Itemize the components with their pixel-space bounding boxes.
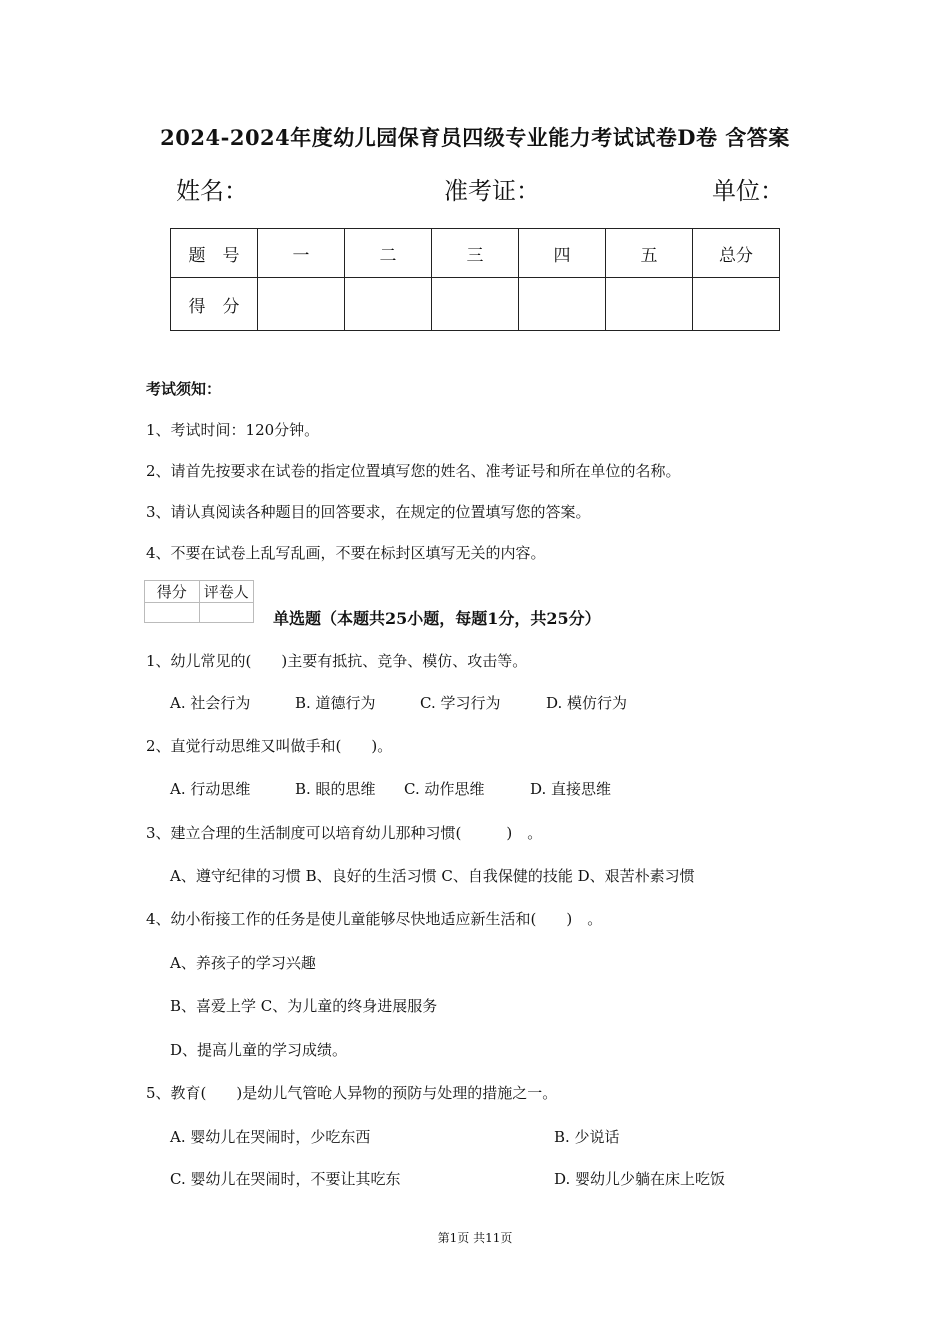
- score-table-cell: 题 号: [171, 229, 258, 278]
- notice-heading: 考试须知：: [146, 380, 222, 398]
- question-option[interactable]: B. 眼的思维: [295, 780, 376, 798]
- notice-item: 2、请首先按要求在试卷的指定位置填写您的姓名、准考证号和所在单位的名称。: [146, 462, 681, 480]
- score-table: [170, 228, 780, 331]
- score-entry-cell[interactable]: [258, 278, 345, 331]
- name-field-label: 姓名：: [176, 177, 248, 205]
- grader-score-cell[interactable]: [145, 603, 200, 623]
- score-table-cell: 五: [606, 229, 693, 278]
- score-entry-cell[interactable]: [606, 278, 693, 331]
- question-option[interactable]: C. 婴幼儿在哭闹时，不要让其吃东: [170, 1170, 401, 1188]
- grader-name-cell[interactable]: [199, 603, 254, 623]
- question-option[interactable]: A. 行动思维: [170, 780, 251, 798]
- question-option[interactable]: D. 婴幼儿少躺在床上吃饭: [554, 1170, 726, 1188]
- question-option[interactable]: D. 模仿行为: [546, 694, 628, 712]
- score-entry-cell[interactable]: [432, 278, 519, 331]
- score-table-score-row: [171, 278, 780, 331]
- exam-id-field-label: 准考证：: [444, 177, 540, 205]
- grader-name-label: 评卷人: [199, 581, 254, 603]
- score-table-cell: 一: [258, 229, 345, 278]
- section-heading: 单选题（本题共25小题，每题1分，共25分）: [273, 609, 601, 628]
- question-option[interactable]: B. 道德行为: [295, 694, 376, 712]
- question-stem: 2、直觉行动思维又叫做手和( )。: [146, 737, 393, 755]
- question-stem: 5、教育( )是幼儿气管呛人异物的预防与处理的措施之一。: [146, 1084, 558, 1102]
- score-entry-cell[interactable]: [693, 278, 780, 331]
- page-title: 2024-2024年度幼儿园保育员四级专业能力考试试卷D卷 含答案: [160, 125, 790, 150]
- score-entry-cell[interactable]: [345, 278, 432, 331]
- score-table-cell: 四: [519, 229, 606, 278]
- question-option[interactable]: C. 学习行为: [420, 694, 501, 712]
- score-table-cell: 得 分: [171, 278, 258, 331]
- score-entry-cell[interactable]: [519, 278, 606, 331]
- page-number: 第1页 共11页: [437, 1231, 513, 1245]
- question-options-line[interactable]: A、遵守纪律的习惯 B、良好的生活习惯 C、自我保健的技能 D、艰苦朴素习惯: [170, 867, 695, 885]
- question-option[interactable]: A、养孩子的学习兴趣: [170, 954, 316, 972]
- question-stem: 4、幼小衔接工作的任务是使儿童能够尽快地适应新生活和( ) 。: [146, 910, 603, 928]
- grader-box: [144, 580, 254, 623]
- question-stem: 1、幼儿常见的( )主要有抵抗、竞争、模仿、攻击等。: [146, 652, 528, 670]
- score-table-cell: 总分: [693, 229, 780, 278]
- question-option[interactable]: B、喜爱上学 C、为儿童的终身进展服务: [170, 997, 438, 1015]
- notice-item: 3、请认真阅读各种题目的回答要求，在规定的位置填写您的答案。: [146, 503, 591, 521]
- question-option[interactable]: A. 社会行为: [170, 694, 251, 712]
- question-stem: 3、建立合理的生活制度可以培育幼儿那种习惯( ) 。: [146, 824, 543, 842]
- notice-item: 1、考试时间：120分钟。: [146, 421, 320, 439]
- score-table-cell: 三: [432, 229, 519, 278]
- notice-item: 4、不要在试卷上乱写乱画，不要在标封区填写无关的内容。: [146, 544, 546, 562]
- question-option[interactable]: D. 直接思维: [530, 780, 612, 798]
- question-option[interactable]: C. 动作思维: [404, 780, 485, 798]
- score-table-header-row: [171, 229, 780, 278]
- grader-score-label: 得分: [145, 581, 200, 603]
- unit-field-label: 单位：: [712, 177, 784, 205]
- question-option[interactable]: A. 婴幼儿在哭闹时，少吃东西: [170, 1128, 371, 1146]
- question-option[interactable]: D、提高儿童的学习成绩。: [170, 1041, 348, 1059]
- question-option[interactable]: B. 少说话: [554, 1128, 620, 1146]
- score-table-cell: 二: [345, 229, 432, 278]
